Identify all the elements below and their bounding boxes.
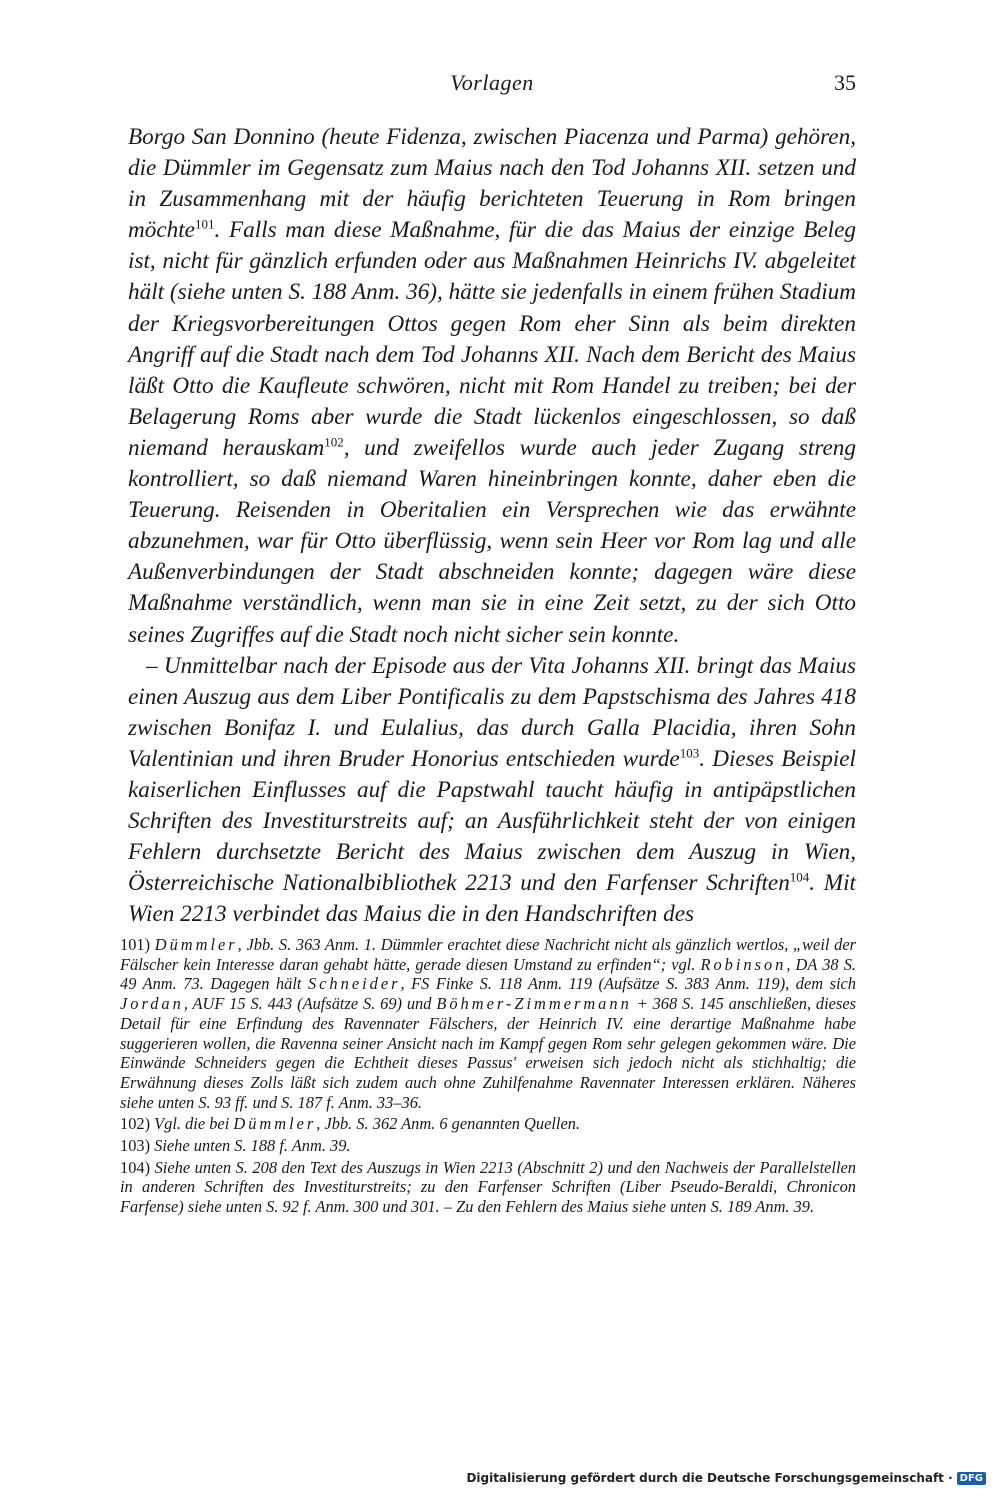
footnote-text: , DA 38 S. 49 Anm. 73. Dagegen hält xyxy=(120,954,856,994)
page-number: 35 xyxy=(834,70,856,95)
footnote-ref-101[interactable]: 101 xyxy=(194,216,215,232)
text-run: . Mit Wien 2213 verbindet das Maius die in den Handschriften des xyxy=(128,870,856,928)
footnote-text: Vgl. die bei xyxy=(154,1114,230,1134)
footnote-text: , Jbb. S. 363 Anm. 1. Dümmler erachtet diese Nachricht nicht als gänzlich wertlos, „weil der Fälscher kein Interesse daran gehabt hätte, gerade diesen Umstand zu erfinden“; vgl. xyxy=(120,935,856,974)
author-name: Robinson xyxy=(700,954,787,974)
footnote-text: , AUF 15 S. 443 (Aufsätze S. 69) und xyxy=(183,994,432,1014)
footnote-text: , Jbb. S. 362 Anm. 6 genannten Quellen. xyxy=(316,1114,581,1134)
text-run: . Falls man diese Maßnahme, für die das Maius der einzige Beleg ist, nicht für gänzlich erfunden oder aus Maßnahmen Heinrichs IV. abgeleitet hält (siehe unten S. 188 Anm. 36), hätte sie jedenfalls in einem frühen Stadium der Kriegsvorbereitungen Ottos gegen Rom eher Sinn als beim direkten Angriff auf die Stadt nach dem Tod Johanns XII. Nach dem Bericht des Maius läßt Otto die Kaufleute schwören, nicht mit Rom Handel zu treiben; bei der Belagerung Roms aber wurde die Stadt lückenlos eingeschlossen, so daß niemand herauskam xyxy=(128,217,856,461)
footnote-104 xyxy=(120,1158,856,1217)
footnote-ref-104[interactable]: 104 xyxy=(789,869,810,885)
author-name: Jordan xyxy=(120,994,184,1014)
author-name: Dümmler xyxy=(154,935,238,954)
footnote-number: 103) xyxy=(120,1136,151,1156)
text-run: – Unmittelbar nach der Episode aus der Vita Johanns XII. bringt das Maius einen Auszug aus dem Liber Pontificalis zu dem Papstschisma des Jahres 418 zwischen Bonifaz I. und Eulalius, das durch Galla Placidia, ihren Sohn Valentinian und ihren Bruder Honorius entschieden wurde xyxy=(128,652,856,772)
author-name: Böhmer-Zimmermann xyxy=(436,994,632,1014)
footnote-ref-102[interactable]: 102 xyxy=(324,434,344,450)
author-name: Schneider xyxy=(307,974,401,994)
footnote-number: 101) xyxy=(120,935,151,954)
footnote-103 xyxy=(120,1136,856,1156)
credit-text: Digitalisierung gefördert durch die Deutsche Forschungsgemeinschaft · xyxy=(466,1471,953,1485)
footnote-number: 104) xyxy=(120,1157,151,1177)
main-text xyxy=(128,122,856,930)
footnote-101 xyxy=(120,935,856,1112)
paragraph xyxy=(128,651,856,931)
author-name: Dümmler xyxy=(233,1114,317,1134)
footnote-text: Siehe unten S. 188 f. Anm. 39. xyxy=(154,1136,351,1156)
text-run: , und zweifellos wurde auch jeder Zugang streng kontrolliert, so daß niemand Waren hineinbringen konnte, daher eben die Teuerung. Reisenden in Oberitalien ein Versprechen wie das erwähnte abzunehmen, war für Otto überflüssig, wenn sein Heer vor Rom lag und alle Außenverbindungen der Stadt abschneiden konnte; dagegen wäre diese Maßnahme verständlich, wenn man sie in eine Zeit setzt, zu der sich Otto seines Zugriffes auf die Stadt noch nicht sicher sein konnte. xyxy=(128,434,856,648)
dfg-logo-icon: DFG xyxy=(957,1472,986,1485)
footnote-text: + 368 S. 145 anschließen, dieses Detail für eine Erfindung des Ravennater Fälschers, der Heinrich IV. eine derartige Maßnahme habe suggerieren wollen, die Ravenna seiner Ansicht nach im Kampf gegen Rom sehr gelegen gekommen wäre. Die Einwände Schneiders gegen die Echtheit dieses Passus' erweisen sich jedoch nicht als stichhaltig; die Erwähnung dieses Zolls läßt sich zudem auch ohne Zuhilfenahme Ravennater Interessen erklären. Näheres siehe unten S. 93 ff. und S. 187 f. Anm. 33–36. xyxy=(120,994,856,1112)
footnote-text: Siehe unten S. 208 den Text des Auszugs in Wien 2213 (Abschnitt 2) und den Nachweis der Parallelstellen in anderen Schriften des Investiturstreits; zu den Farfenser Schriften (Liber Pseudo-Beraldi, Chronicon Farfense) siehe unten S. 92 f. Anm. 300 und 301. – Zu den Fehlern des Maius siehe unten S. 189 Anm. 39. xyxy=(120,1157,856,1217)
text-run: . Dieses Beispiel kaiserlichen Einflusses auf die Papstwahl taucht häufig in antipäpstlichen Schriften des Investiturstreits auf; an Ausführlichkeit steht der von einigen Fehlern durchsetzte Bericht des Maius zwischen dem Auszug in Wien, Österreichische Nationalbibliothek 2213 und den Farfenser Schriften xyxy=(128,745,856,897)
footnote-number: 102) xyxy=(120,1114,151,1134)
footnote-text: , FS Finke S. 118 Anm. 119 (Aufsätze S. 383 Anm. 119), dem sich xyxy=(400,974,856,994)
text-run: Borgo San Donnino (heute Fidenza, zwischen Piacenza und Parma) gehören, die Dümmler im Gegensatz zum Maius nach den Tod Johanns XII. setzen und in Zusammenhang mit der häufig berichteten Teuerung in Rom bringen möchte xyxy=(128,124,856,244)
digitization-credit xyxy=(466,1471,986,1485)
running-head: Vorlagen xyxy=(450,70,534,95)
page-header xyxy=(128,70,856,102)
paragraph xyxy=(128,122,856,651)
footnotes xyxy=(120,935,856,1219)
footnote-ref-103[interactable]: 103 xyxy=(679,745,700,761)
footnote-102 xyxy=(120,1114,856,1134)
